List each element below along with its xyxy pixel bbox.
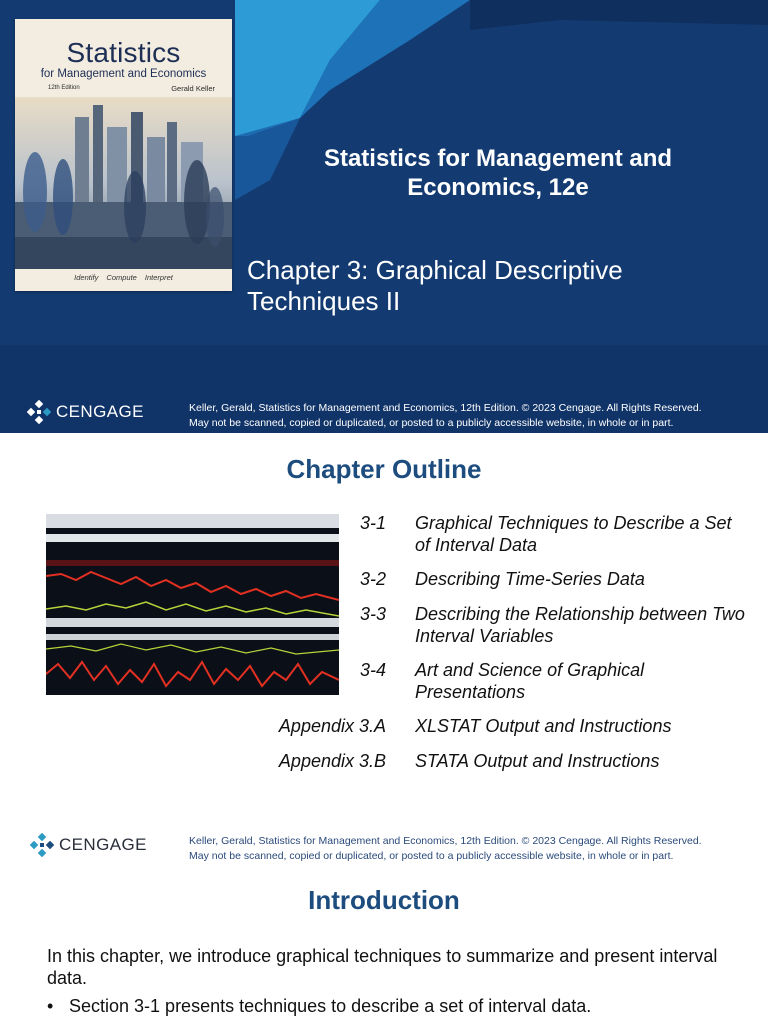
outline-item-title: Describing Time-Series Data	[415, 569, 645, 589]
outline-item-number: 3-1	[359, 513, 386, 533]
copyright-line: Keller, Gerald, Statistics for Management and Economics, 12th Edition. © 2023 Cengage. All Rights Reserved.	[189, 835, 702, 847]
copyright-line: Keller, Gerald, Statistics for Management and Economics, 12th Edition. © 2023 Cengage. All Rights Reserved.	[189, 402, 702, 414]
outline-item-title: Art and Science of Graphical Presentations	[415, 660, 645, 702]
book-tagline: Identify Compute Interpret	[74, 273, 173, 282]
cengage-logo	[27, 400, 144, 424]
outline-item-title: Describing the Relationship between Two Interval Variables	[415, 604, 745, 646]
outline-item-number: 3-2	[359, 569, 386, 589]
slide-heading: Chapter Outline	[286, 454, 482, 484]
cengage-logo-text: CENGAGE	[56, 402, 144, 421]
outline-item-number: Appendix 3.B	[278, 751, 386, 771]
chapter-title: Chapter 3: Graphical Descriptive Techniques II	[247, 255, 623, 316]
book-author: Gerald Keller	[171, 84, 215, 93]
intro-paragraph: In this chapter, we introduce graphical techniques to summarize and present interval data.	[47, 946, 718, 988]
outline-item-number: 3-4	[359, 660, 386, 680]
outline-item-number: 3-3	[359, 604, 386, 624]
copyright-line: May not be scanned, copied or duplicated, or posted to a publicly accessible website, in whole or in part.	[189, 849, 674, 862]
introduction-slide	[0, 866, 768, 1024]
presentation-title: Statistics for Management and Economics, 12e	[323, 145, 673, 201]
bullet-icon: •	[47, 996, 54, 1016]
outline-item-title: XLSTAT Output and Instructions	[415, 716, 672, 736]
bullet-text: Section 3-1 presents techniques to describe a set of interval data.	[69, 996, 592, 1016]
outline-item-title: STATA Output and Instructions	[415, 751, 660, 771]
slide-heading: Introduction	[308, 885, 460, 915]
cengage-logo-icon	[27, 400, 51, 424]
book-title: Statistics	[66, 37, 181, 68]
title-slide	[0, 0, 768, 433]
outline-item-title: Graphical Techniques to Describe a Set of Interval Data	[415, 513, 732, 555]
copyright-notice	[189, 834, 749, 863]
book-edition: 12th Edition	[48, 85, 80, 91]
bullet-item	[47, 996, 737, 1017]
chapter-outline-slide	[0, 433, 768, 866]
cengage-logo	[30, 833, 147, 857]
book-cover	[15, 19, 232, 291]
cengage-logo-text: CENGAGE	[59, 835, 147, 854]
chapter-outline-list	[0, 433, 768, 866]
cengage-logo-icon	[30, 833, 54, 857]
copyright-line: May not be scanned, copied or duplicated, or posted to a publicly accessible website, in whole or in part.	[189, 416, 674, 429]
book-cover-city-image	[15, 97, 232, 269]
outline-item-number: Appendix 3.A	[278, 716, 386, 736]
copyright-notice	[189, 401, 749, 430]
book-subtitle: for Management and Economics	[40, 68, 207, 80]
